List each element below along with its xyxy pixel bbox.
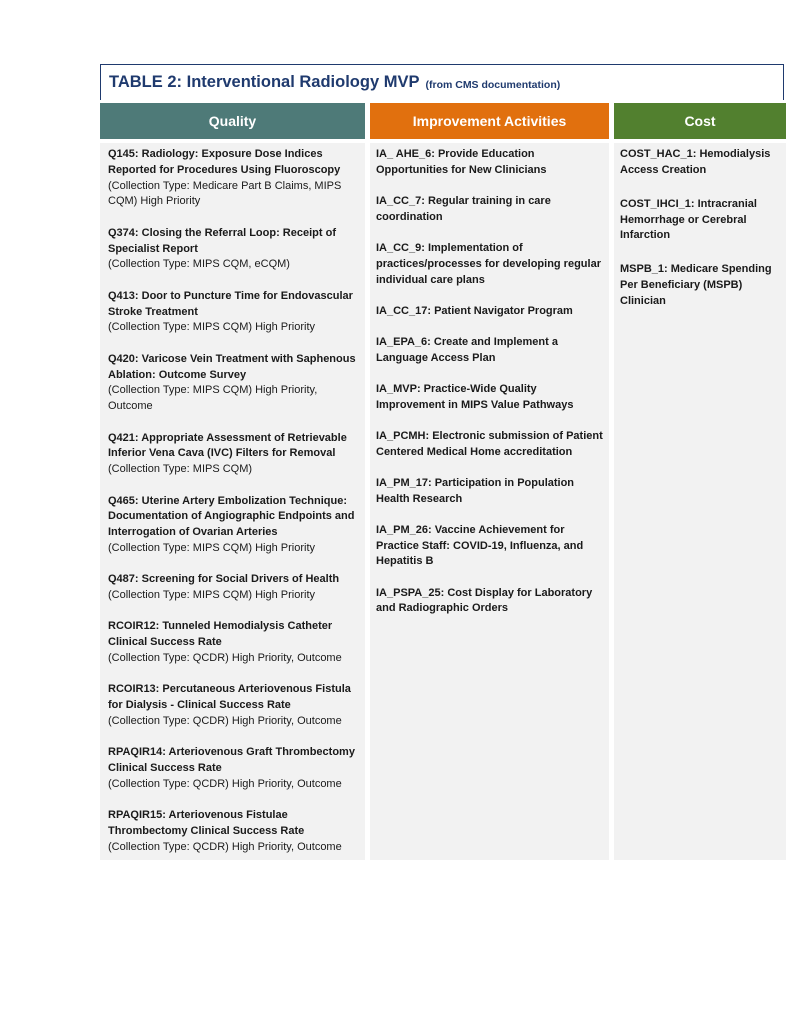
quality-measure-title: RPAQIR14: Arteriovenous Graft Thrombectomy Clinical Success Rate: [108, 746, 355, 775]
cost-measure: MSPB_1: Medicare Spending Per Beneficiary (MSPB) Clinician: [620, 263, 772, 307]
table-title: TABLE 2: Interventional Radiology MVP: [109, 73, 420, 91]
improvement-activity: IA_ AHE_6: Provide Education Opportunities for New Clinicians: [376, 148, 547, 176]
cost-column: [614, 143, 786, 860]
quality-measure: [108, 808, 359, 855]
quality-measure-title: Q145: Radiology: Exposure Dose Indices Reported for Procedures Using Fluoroscopy: [108, 148, 341, 176]
quality-measure: [108, 289, 359, 336]
improvement-activity: IA_CC_17: Patient Navigator Program: [376, 304, 573, 317]
quality-measure-collection-type: (Collection Type: MIPS CQM, eCQM): [108, 258, 290, 271]
quality-measure-title: Q465: Uterine Artery Embolization Technique: Documentation of Angiographic Endpoints and Interrogation of Ovarian Arteries: [108, 494, 355, 539]
quality-measure-collection-type: (Collection Type: MIPS CQM) High Priority: [108, 541, 316, 554]
quality-measure-collection-type: (Collection Type: Medicare Part B Claims, MIPS CQM) High Priority: [108, 179, 342, 208]
quality-measure-title: RCOIR13: Percutaneous Arteriovenous Fistula for Dialysis - Clinical Success Rate: [108, 683, 351, 712]
quality-measure-collection-type: (Collection Type: MIPS CQM) High Priority, Outcome: [108, 384, 318, 413]
improvement-activity: IA_EPA_6: Create and Implement a Language Access Plan: [376, 335, 558, 364]
quality-measure: [108, 226, 359, 273]
quality-measure-title: RPAQIR15: Arteriovenous Fistulae Thrombectomy Clinical Success Rate: [108, 809, 305, 838]
improvement-activity: IA_PM_17: Participation in Population Health Research: [376, 476, 575, 505]
improvement-activity: IA_PCMH: Electronic submission of Patient Centered Medical Home accreditation: [376, 429, 603, 458]
quality-measure-collection-type: (Collection Type: MIPS CQM) High Priority: [108, 321, 316, 334]
improvement-activity: IA_PM_26: Vaccine Achievement for Practice Staff: COVID-19, Influenza, and Hepatitis B: [376, 523, 584, 568]
cost-measure: COST_HAC_1: Hemodialysis Access Creation: [620, 148, 771, 176]
quality-measure: [108, 147, 359, 210]
improvement-activities-column: [370, 143, 609, 860]
improvement-activity: IA_PSPA_25: Cost Display for Laboratory and Radiographic Orders: [376, 586, 593, 615]
quality-measure-title: Q487: Screening for Social Drivers of Health: [108, 573, 340, 586]
table-title-source: (from CMS documentation): [425, 78, 561, 91]
quality-measure-collection-type: (Collection Type: QCDR) High Priority, Outcome: [108, 841, 342, 854]
quality-measure: [108, 682, 359, 729]
quality-measure-collection-type: (Collection Type: QCDR) High Priority, Outcome: [108, 652, 342, 665]
quality-column: [100, 143, 365, 860]
cost-measure: COST_IHCI_1: Intracranial Hemorrhage or Cerebral Infarction: [620, 197, 757, 242]
improvement-activities-column-header: Improvement Activities: [370, 103, 609, 139]
cost-column-header: Cost: [614, 103, 786, 139]
quality-measure-title: Q421: Appropriate Assessment of Retrievable Inferior Vena Cava (IVC) Filters for Removal: [108, 431, 347, 460]
quality-measure: [108, 431, 359, 478]
quality-measure: [108, 352, 359, 415]
quality-measure: [108, 572, 359, 604]
improvement-activity: IA_CC_7: Regular training in care coordination: [376, 194, 551, 223]
quality-column-header: Quality: [100, 103, 365, 139]
quality-measure-title: Q374: Closing the Referral Loop: Receipt of Specialist Report: [108, 226, 336, 255]
quality-measure-title: RCOIR12: Tunneled Hemodialysis Catheter Clinical Success Rate: [108, 620, 333, 649]
quality-measure: [108, 745, 359, 792]
quality-measure-collection-type: (Collection Type: MIPS CQM): [108, 463, 253, 476]
quality-measure-collection-type: (Collection Type: QCDR) High Priority, Outcome: [108, 715, 342, 728]
quality-measure: [108, 494, 359, 557]
table-title-box: [100, 64, 784, 100]
quality-measure-title: Q420: Varicose Vein Treatment with Saphenous Ablation: Outcome Survey: [108, 352, 356, 381]
quality-measure-title: Q413: Door to Puncture Time for Endovascular Stroke Treatment: [108, 289, 353, 318]
improvement-activity: IA_MVP: Practice-Wide Quality Improvement in MIPS Value Pathways: [376, 382, 574, 411]
improvement-activity: IA_CC_9: Implementation of practices/processes for developing regular individual care plans: [376, 241, 601, 286]
quality-measure-collection-type: (Collection Type: QCDR) High Priority, Outcome: [108, 778, 342, 791]
quality-measure: [108, 619, 359, 666]
quality-measure-collection-type: (Collection Type: MIPS CQM) High Priority: [108, 589, 316, 602]
